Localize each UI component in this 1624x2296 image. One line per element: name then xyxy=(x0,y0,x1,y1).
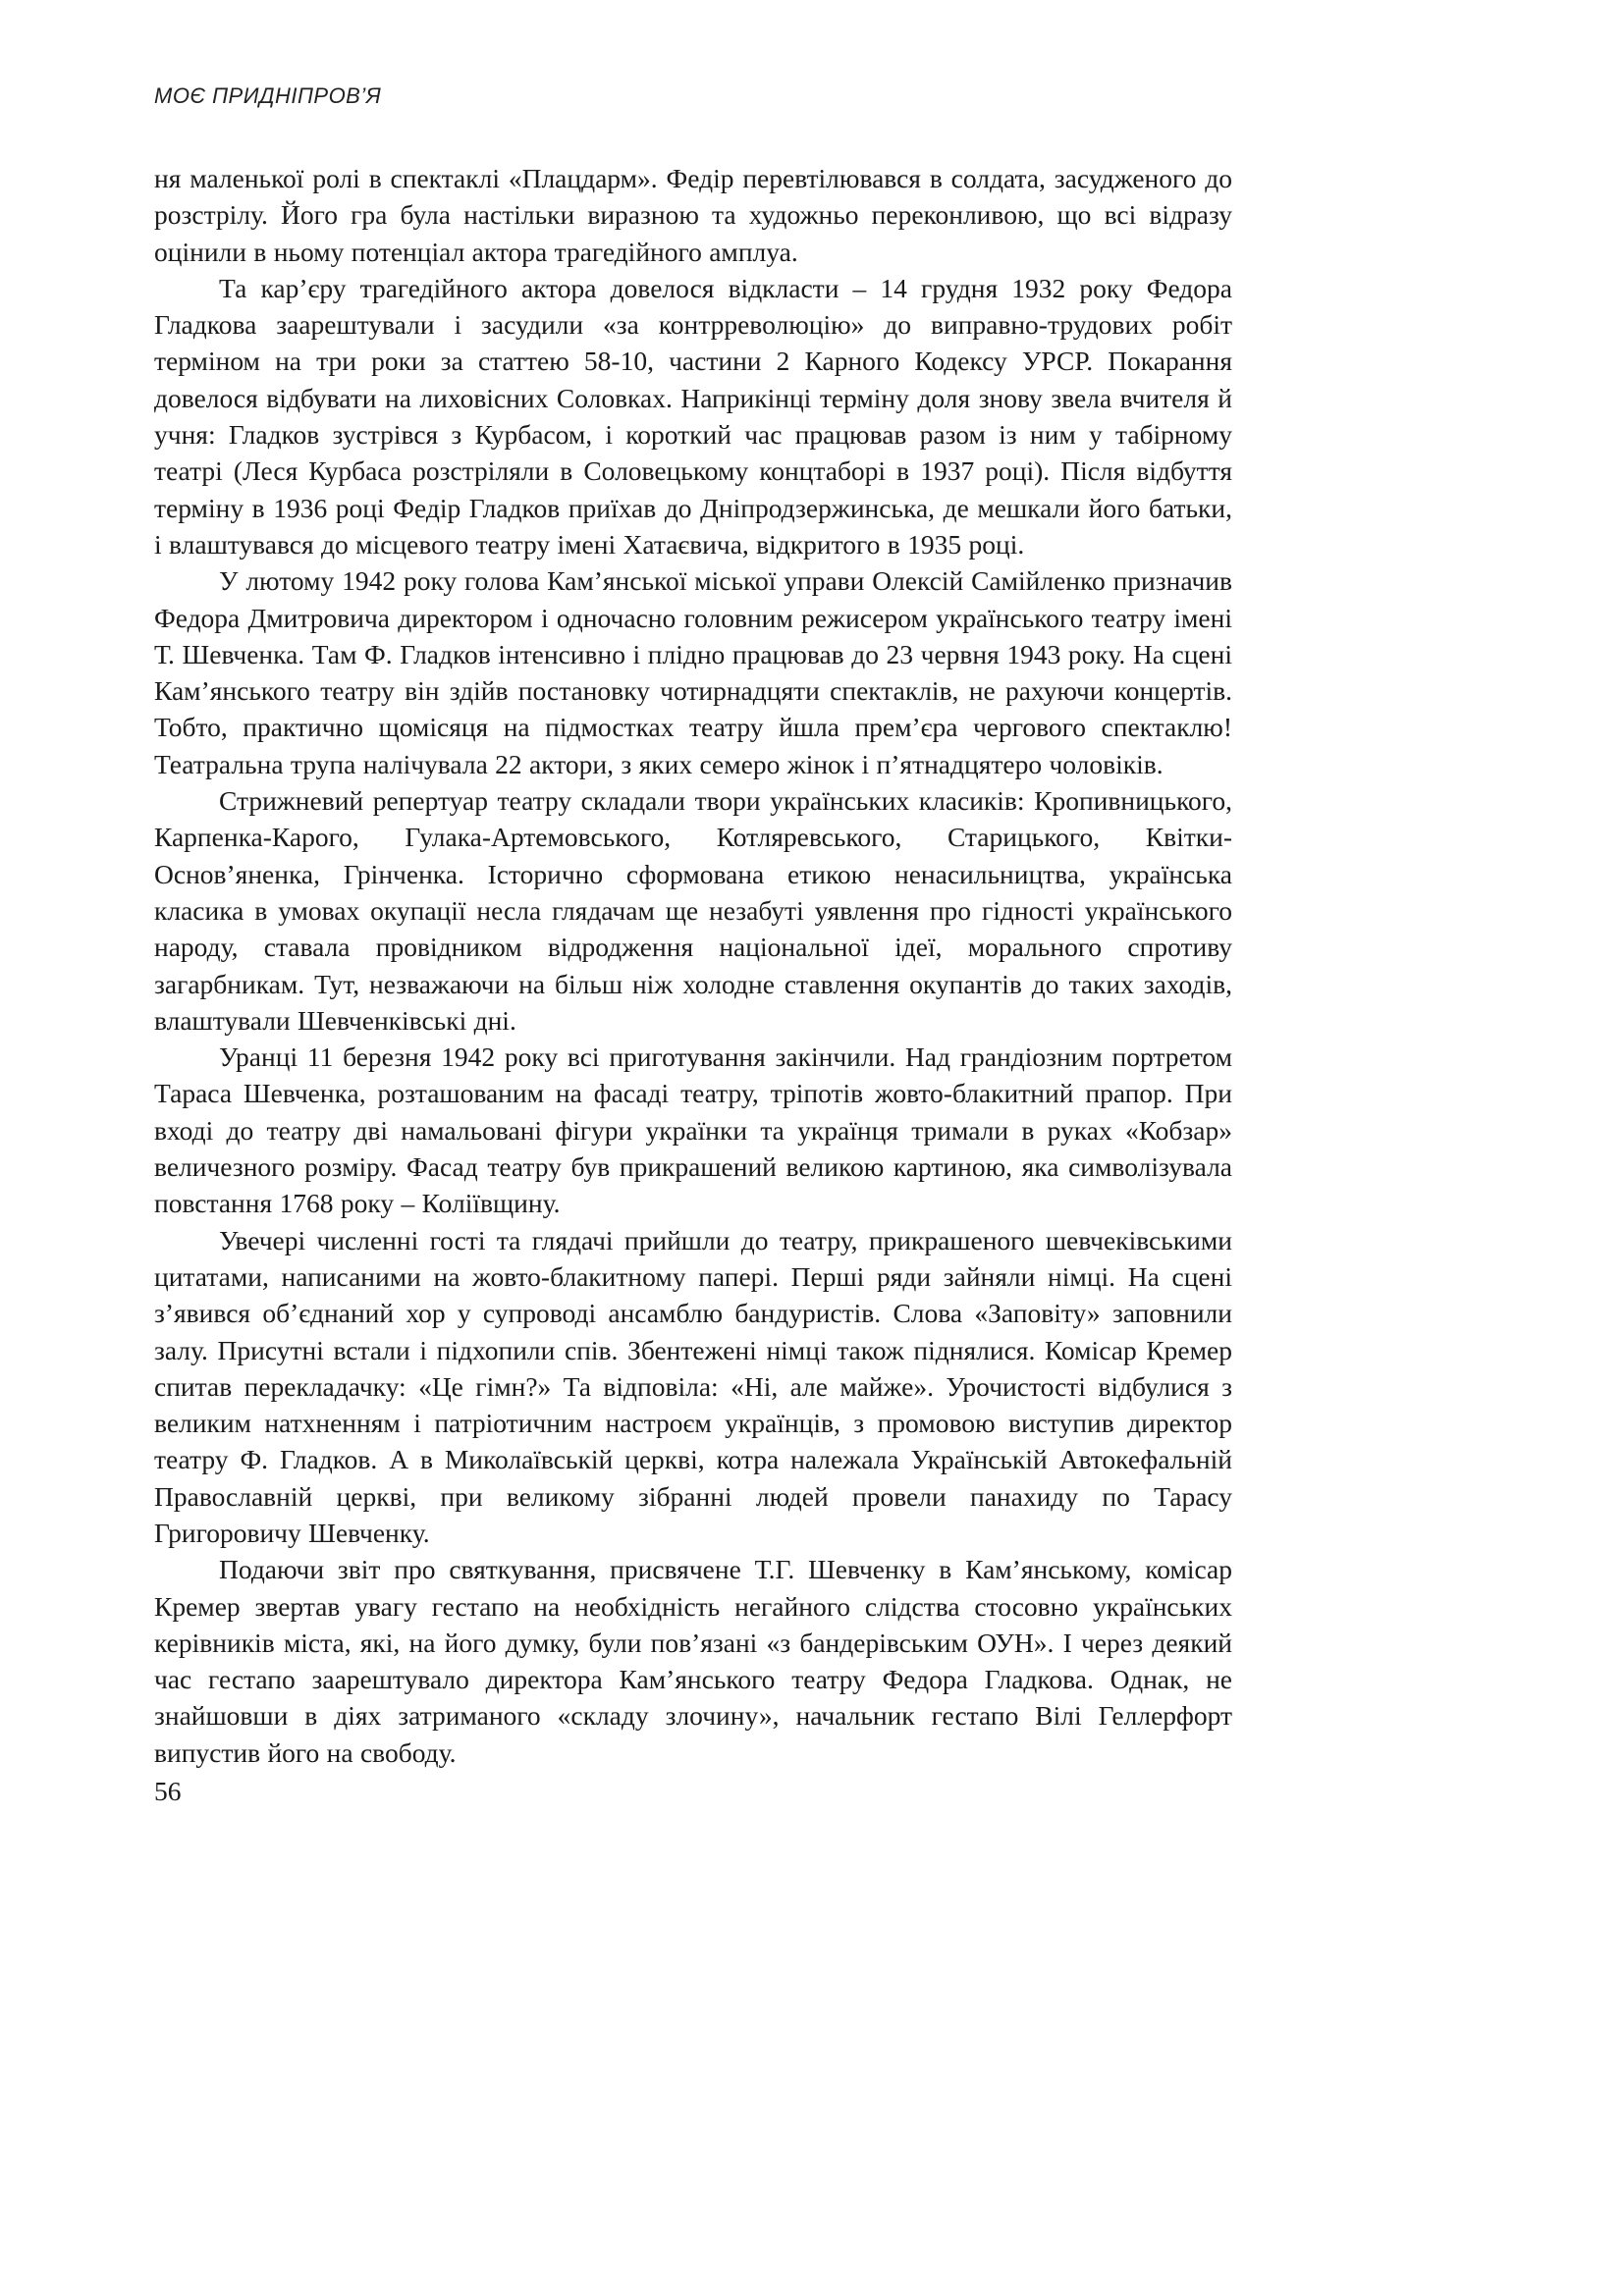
paragraph: Та кар’єру трагедійного актора довелося відкласти – 14 грудня 1932 року Федора Гладкова заарештували і засудили «за контрреволюцію» до виправно-трудових робіт терміном на три роки за статтею 58-10, частини 2 Карного Кодексу УРСР. Покарання довелося відбувати на лиховісних Соловках. Наприкінці терміну доля знову звела вчителя й учня: Гладков зустрівся з Курбасом, і короткий час працював разом із ним у табірному театрі (Леся Курбаса розстріляли в Соловецькому концтаборі в 1937 році). Після відбуття терміну в 1936 році Федір Гладков приїхав до Дніпродзержинська, де мешкали його батьки, і влаштувався до місцевого театру імені Хатаєвича, відкритого в 1935 році. xyxy=(154,272,1232,560)
paragraph: Подаючи звіт про святкування, присвячене Т.Г. Шевченку в Кам’янському, комісар Кремер звертав увагу гестапо на необхідність негайного слідства стосовно українських керівників міста, які, на його думку, були пов’язані «з бандерівським ОУН». І через деякий час гестапо заарештувало директора Кам’янського театру Федора Гладкова. Однак, не знайшовши в діях затриманого «складу злочину», начальник гестапо Вілі Геллерфорт випустив його на свободу. xyxy=(154,1554,1232,1768)
paragraph: Увечері численні гості та глядачі прийшли до театру, прикрашеного шевчеківськими цитатами, написаними на жовто-блакитному папері. Перші ряди зайняли німці. На сцені з’явився об’єднаний хор у супроводі ансамблю бандуристів. Слова «Заповіту» заповнили залу. Присутні встали і підхопили спів. Збентежені німці також піднялися. Комісар Кремер спитав перекладачку: «Це гімн?» Та відповіла: «Ні, але майже». Урочистості відбулися з великим натхненням і патріотичним настроєм українців, з промовою виступив директор театру Ф. Гладков. А в Миколаївській церкві, котра належала Українській Автокефальній Православній церкві, при великому зібранні людей провели панахиду по Тарасу Григоровичу Шевченку. xyxy=(154,1224,1232,1548)
text-column xyxy=(154,83,1232,1809)
body-text xyxy=(154,160,1232,1771)
running-header: МОЄ ПРИДНІПРОВ’Я xyxy=(154,83,382,108)
paragraph: Стрижневий репертуар театру складали твори українських класиків: Кропивницького, Карпенка-Карого, Гулака-Артемовського, Котляревського, Старицького, Квітки-Основ’яненка, Грінченка. Історично сформована етикою ненасильництва, українська класика в умовах окупації несла глядачам ще незабуті уявлення про гідності українського народу, ставала провідником відродження національної ідеї, морального спротиву загарбникам. Тут, незважаючи на більш ніж холодне ставлення окупантів до таких заходів, влаштували Шевченківські дні. xyxy=(154,785,1232,1036)
paragraph: Уранці 11 березня 1942 року всі приготування закінчили. Над грандіозним портретом Тараса Шевченка, розташованим на фасаді театру, тріпотів жовто-блакитний прапор. При вході до театру дві намальовані фігури українки та українця тримали в руках «Кобзар» величезного розміру. Фасад театру був прикрашений великою картиною, яка символізувала повстання 1768 року – Коліївщину. xyxy=(154,1041,1232,1219)
page-number: 56 xyxy=(154,1776,182,1807)
paragraph: ня маленької ролі в спектаклі «Плацдарм». Федір перевтілювався в солдата, засудженого до розстрілу. Його гра була настільки виразною та художньо переконливою, що всі відразу оцінили в ньому потенціал актора трагедійного амплуа. xyxy=(154,163,1232,267)
paragraph: У лютому 1942 року голова Кам’янської міської управи Олексій Самійленко призначив Федора Дмитровича директором і одночасно головним режисером українського театру імені Т. Шевченка. Там Ф. Гладков інтенсивно і плідно працював до 23 червня 1943 року. На сцені Кам’янського театру він здійв постановку чотирнадцяти спектаклів, не рахуючи концертів. Тобто, практично щомісяця на підмостках театру йшла прем’єра чергового спектаклю! Театральна трупа налічувала 22 актори, з яких семеро жінок і п’ятнадцятеро чоловіків. xyxy=(154,565,1232,779)
